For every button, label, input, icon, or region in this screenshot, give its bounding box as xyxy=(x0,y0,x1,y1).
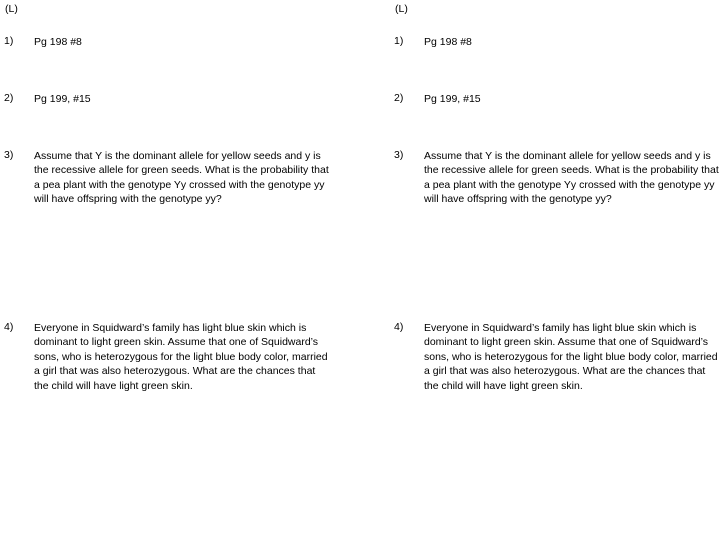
question-number: 4) xyxy=(394,321,404,333)
worksheet-column-right xyxy=(390,0,720,540)
question-text: Assume that Y is the dominant allele for yellow seeds and y is the recessive allele for green seeds. What is the probability that a pea plant with the genotype Yy crossed with the genotype yy will have offspring with the genotype yy? xyxy=(424,150,719,206)
question-number: 2) xyxy=(394,92,404,104)
question-number: 1) xyxy=(4,35,14,47)
question-number: 2) xyxy=(4,92,14,104)
question-text: Everyone in Squidward’s family has light blue skin which is dominant to light green skin. Assume that one of Squidward’s sons, who is heterozygous for the light blue body color, married a girl that was also heterozygous. What are the chances that the child will have light green skin. xyxy=(34,322,328,392)
question-text: Pg 199, #15 xyxy=(34,93,91,105)
question-number: 3) xyxy=(394,149,404,161)
question-text: Pg 198 #8 xyxy=(34,36,82,48)
question-text: Everyone in Squidward’s family has light blue skin which is dominant to light green skin. Assume that one of Squidward’s sons, who is heterozygous for the light blue body color, married a girl that was also heterozygous. What are the chances that the child will have light green skin. xyxy=(424,322,718,392)
column-header: (L) xyxy=(395,3,408,15)
question-text: Assume that Y is the dominant allele for yellow seeds and y is the recessive allele for green seeds. What is the probability that a pea plant with the genotype Yy crossed with the genotype yy will have offspring with the genotype yy? xyxy=(34,150,329,206)
question-number: 3) xyxy=(4,149,14,161)
question-number: 4) xyxy=(4,321,14,333)
question-number: 1) xyxy=(394,35,404,47)
question-text: Pg 198 #8 xyxy=(424,36,472,48)
worksheet-column-left xyxy=(0,0,340,540)
column-header: (L) xyxy=(5,3,18,15)
question-text: Pg 199, #15 xyxy=(424,93,481,105)
